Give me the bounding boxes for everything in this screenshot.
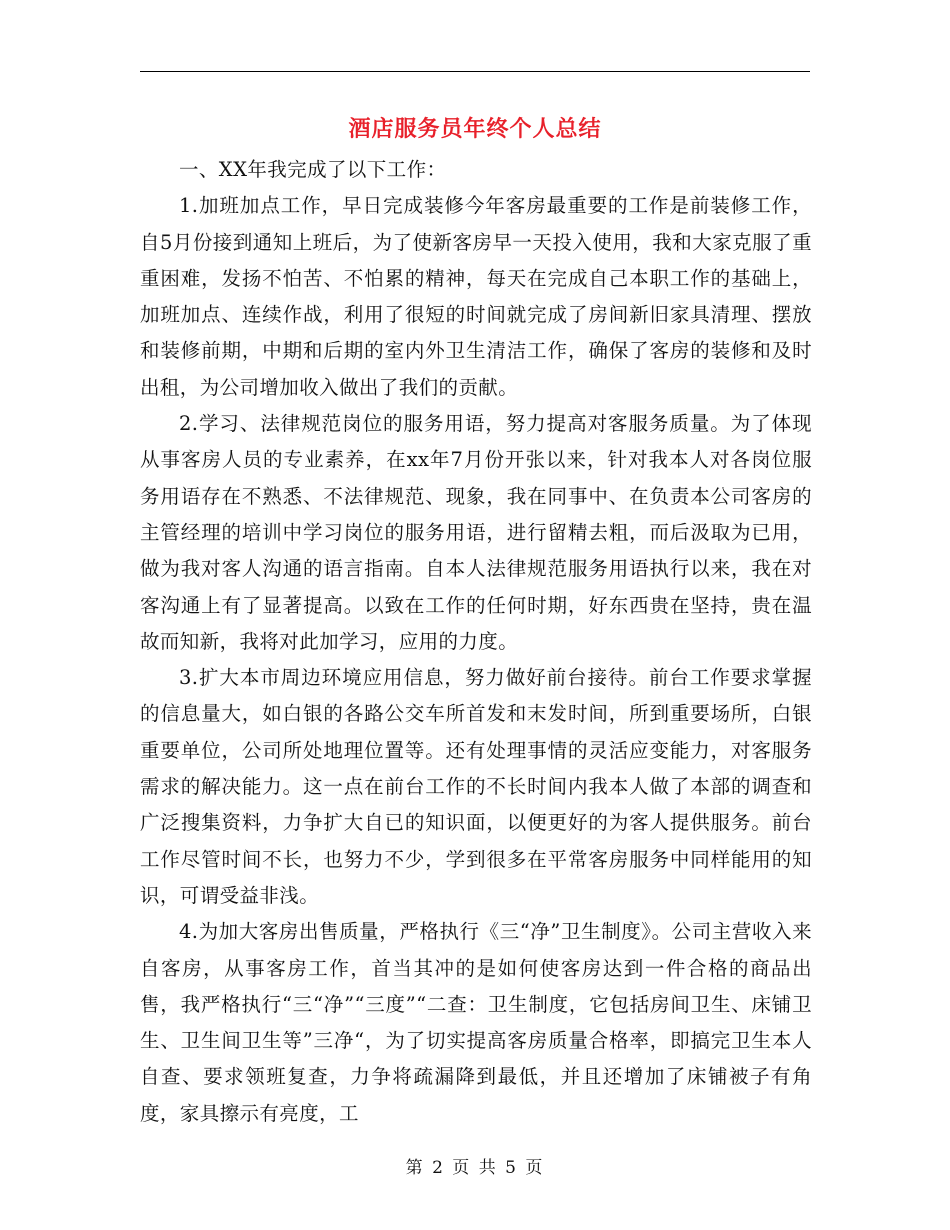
- page-number: 第 2 页 共 5 页: [405, 1158, 545, 1178]
- header-rule: [140, 71, 810, 72]
- paragraph-3: 3.扩大本市周边环境应用信息，努力做好前台接待。前台工作要求掌握的信息量大，如白银的各路公交车所首发和末发时间，所到重要场所，白银重要单位，公司所处地理位置等。还有处理事情的灵活应变能力，对客服务需求的解决能力。这一点在前台工作的不长时间内我本人做了本部的调查和广泛搜集资料，力争扩大自已的知识面，以便更好的为客人提供服务。前台工作尽管时间不长，也努力不少，学到很多在平常客房服务中同样能用的知识，可谓受益非浅。: [140, 666, 812, 907]
- document-title: 酒店服务员年终个人总结: [348, 116, 602, 142]
- document-body: [140, 152, 812, 1132]
- paragraph-1: 1.加班加点工作，早日完成装修今年客房最重要的工作是前装修工作，自5月份接到通知上班后，为了使新客房早一天投入使用，我和大家克服了重重困难，发扬不怕苦、不怕累的精神，每天在完成自己本职工作的基础上，加班加点、连续作战，利用了很短的时间就完成了房间新旧家具清理、摆放和装修前期，中期和后期的室内外卫生清洁工作，确保了客房的装修和及时出租，为公司增加收入做出了我们的贡献。: [140, 194, 812, 399]
- paragraph-4: 4.为加大客房出售质量，严格执行《三“净”卫生制度》。公司主营收入来自客房，从事客房工作，首当其冲的是如何使客房达到一件合格的商品出售，我严格执行“三“净”“三度”“二查：卫生制度，它包括房间卫生、床铺卫生、卫生间卫生等”三净“，为了切实提高客房质量合格率，即搞完卫生本人自查、要求领班复查，力争将疏漏降到最低，并且还增加了床铺被子有角度，家具擦示有亮度，工: [140, 920, 812, 1125]
- section-heading: 一、XX年我完成了以下工作：: [179, 158, 447, 181]
- paragraph-2: 2.学习、法律规范岗位的服务用语，努力提高对客服务质量。为了体现从事客房人员的专业素养，在xx年7月份开张以来，针对我本人对各岗位服务用语存在不熟悉、不法律规范、现象，我在同事中、在负责本公司客房的主管经理的培训中学习岗位的服务用语，进行留精去粗，而后汲取为已用，做为我对客人沟通的语言指南。自本人法律规范服务用语执行以来，我在对客沟通上有了显著提高。以致在工作的任何时期，好东西贵在坚持，贵在温故而知新，我将对此加学习，应用的力度。: [140, 412, 812, 653]
